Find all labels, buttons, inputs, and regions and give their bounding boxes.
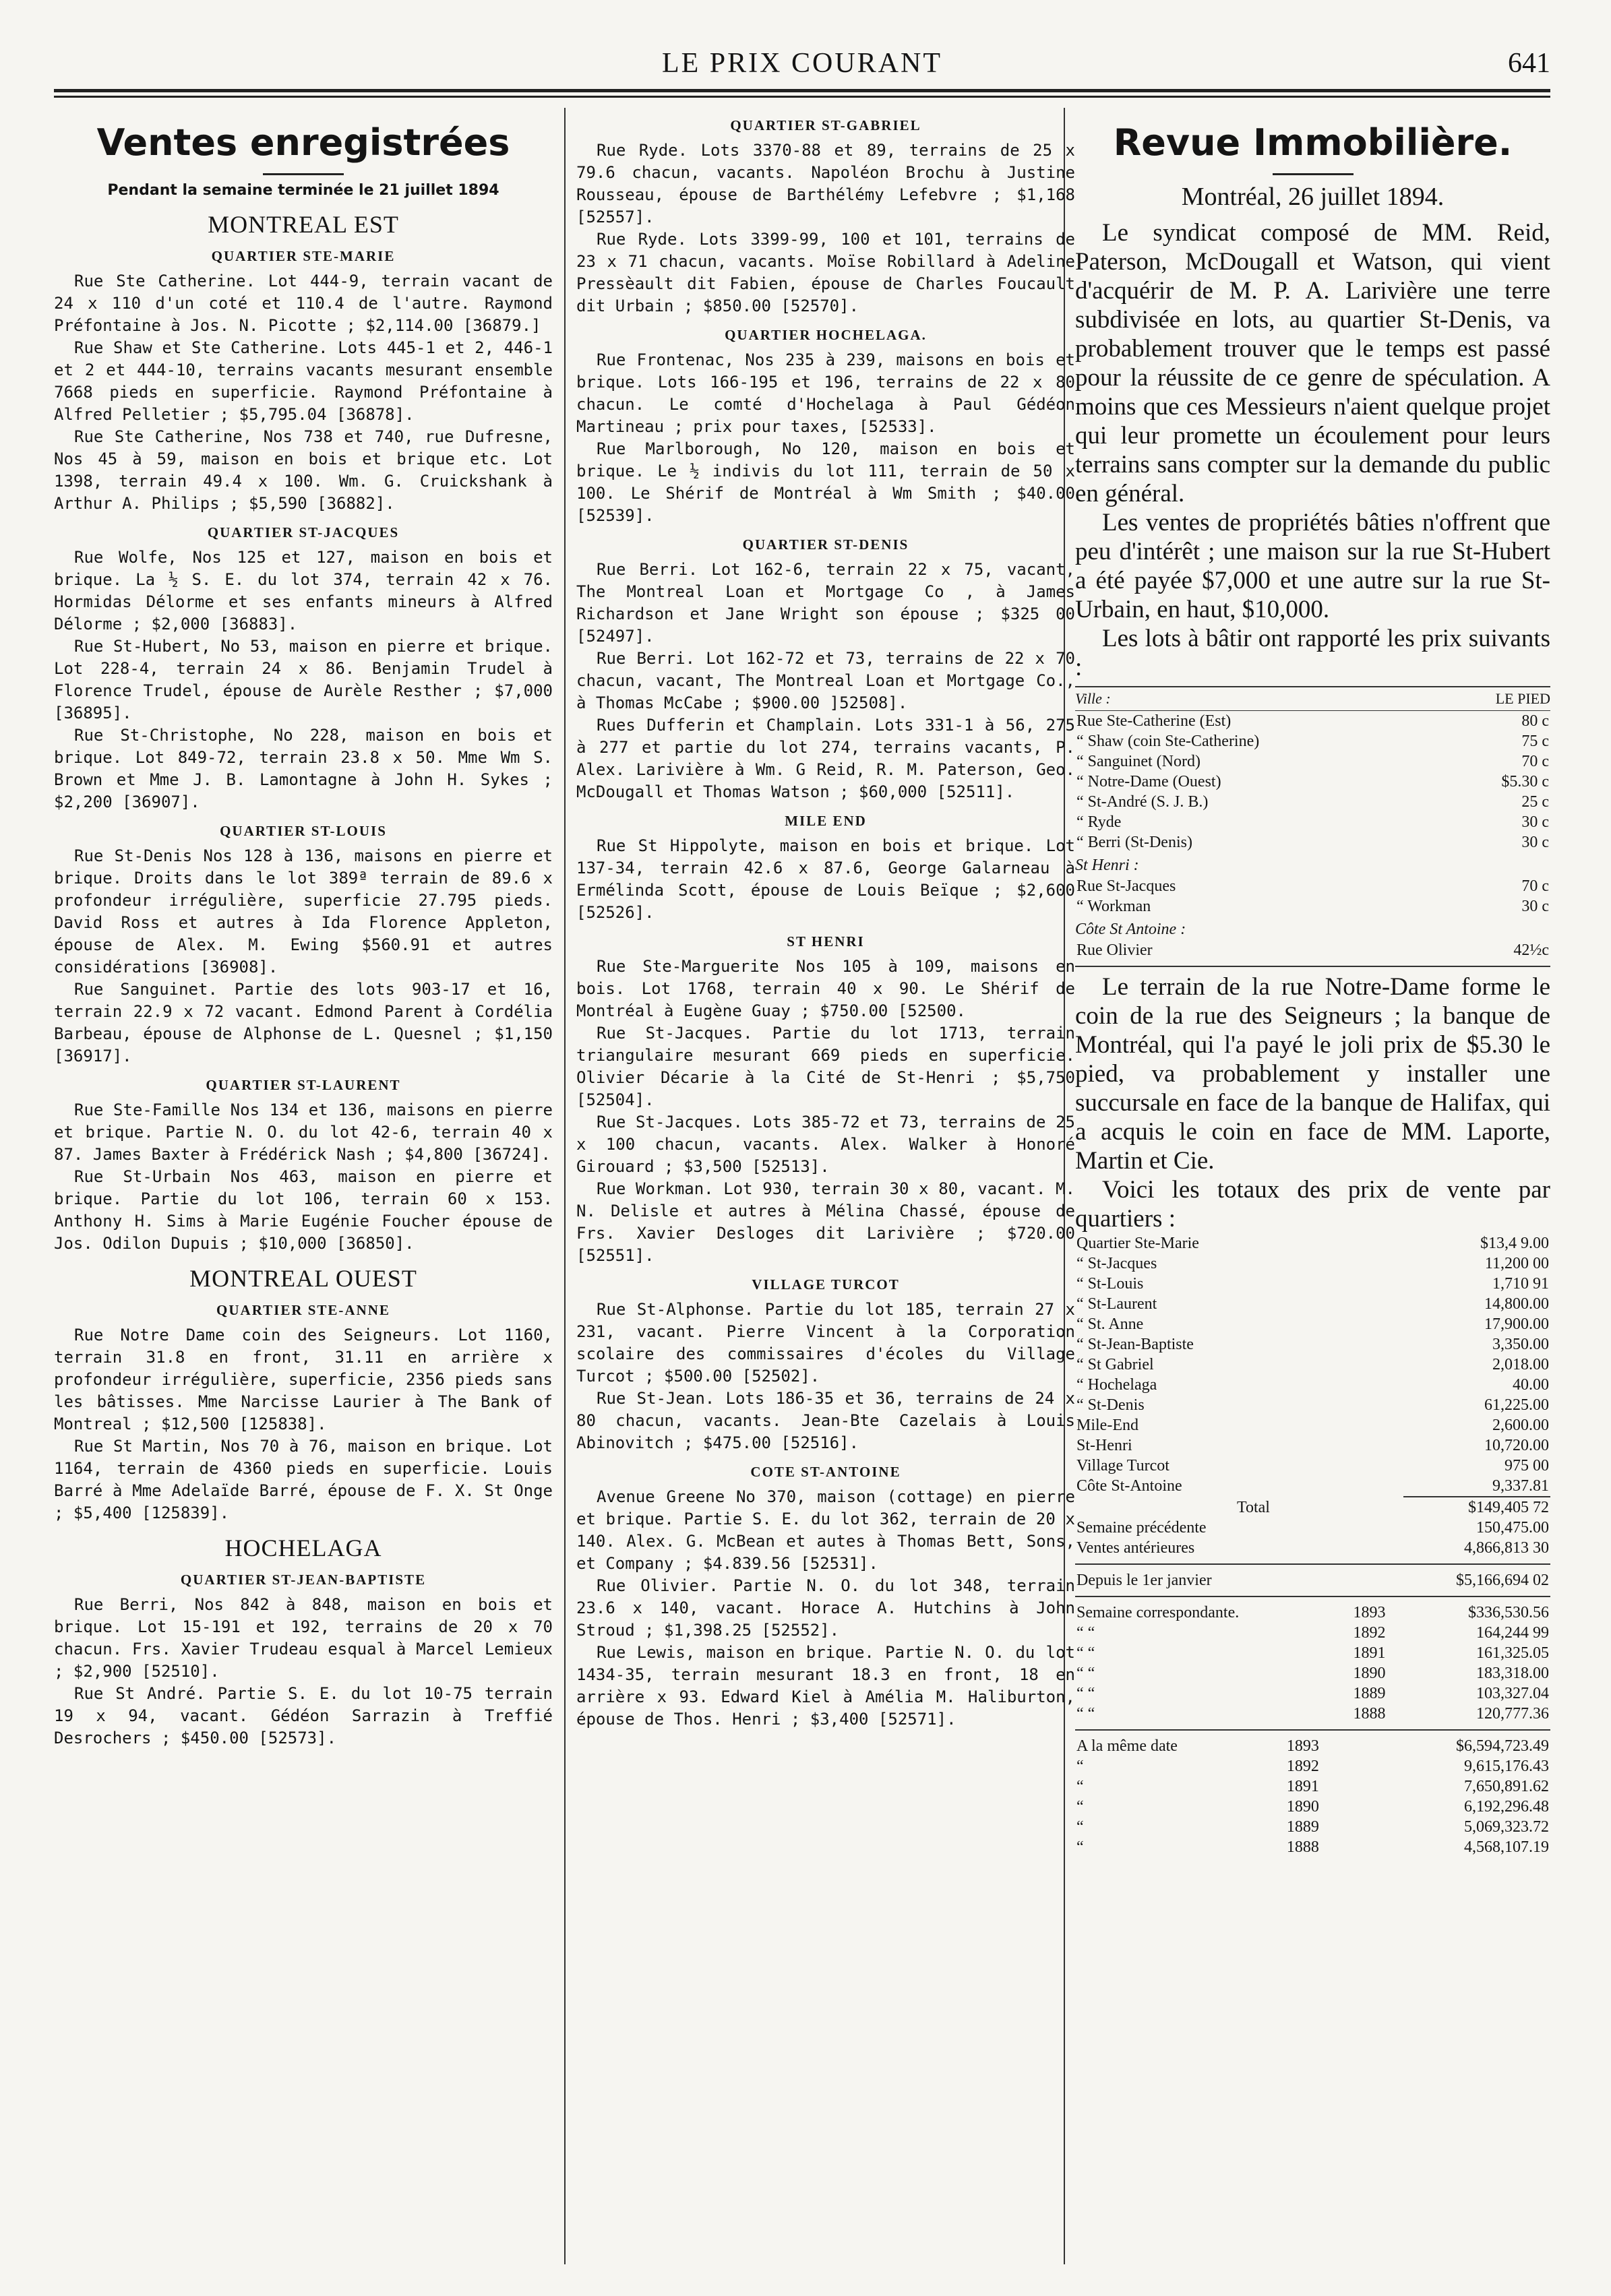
quartier-heading: ST HENRI — [787, 933, 865, 950]
title-rule — [263, 173, 344, 175]
row-value: 161,325.05 — [1476, 1644, 1549, 1662]
lots-sthenri-label: St Henri : — [1075, 857, 1139, 874]
sale-entry: Rue Ste-Marguerite Nos 105 à 109, maisons en bois. Lot 1768, terrain 40 x 90. Le Shérif de Montréal à Eugène Guay ; $750.00 [52500. — [576, 957, 1075, 1020]
row-value: 30 c — [1521, 898, 1549, 915]
row-year: 1891 — [1286, 1778, 1319, 1795]
separator — [1075, 1563, 1550, 1565]
lots-cote-label: Côte St Antoine : — [1075, 921, 1186, 938]
row-label: “ Hochelaga — [1076, 1376, 1157, 1394]
row-value: 2,018.00 — [1492, 1356, 1549, 1373]
sale-entry: Rue Olivier. Partie N. O. du lot 348, terrain 23.6 x 140, vacant. Horace A. Hutchins à John Stroud ; $1,398.25 [52552]. — [576, 1576, 1075, 1640]
table-row — [1075, 1253, 1550, 1274]
row-label: St-Henri — [1076, 1437, 1132, 1454]
quartier-heading: QUARTIER ST-LOUIS — [220, 823, 387, 839]
row-year: 1890 — [1353, 1665, 1386, 1682]
quartier-heading: QUARTIER HOCHELAGA. — [725, 327, 927, 343]
row-label: A la même date — [1076, 1737, 1178, 1755]
row-label: “ St Gabriel — [1076, 1356, 1154, 1373]
row-value: 80 c — [1521, 712, 1549, 730]
sale-entry: Rue Berri. Lot 162-6, terrain 22 x 75, vacant, The Montreal Loan et Mortgage Co , à James Richardson et Jane Wright son épouse ; $325 00 [52497]. — [576, 560, 1075, 646]
quartier-heading: QUARTIER ST-LAURENT — [206, 1077, 401, 1093]
table-row — [1075, 940, 1550, 960]
row-value: 11,200 00 — [1484, 1255, 1549, 1272]
row-value: 7,650,891.62 — [1464, 1778, 1549, 1795]
row-value: 30 c — [1521, 834, 1549, 851]
revue-title: Revue Immobilière. — [1113, 121, 1513, 164]
row-year: 1889 — [1286, 1818, 1319, 1836]
summary-row — [1075, 1518, 1550, 1538]
depuis-table — [1075, 1570, 1550, 1590]
table-row — [1075, 1837, 1550, 1857]
row-value: 975 00 — [1504, 1457, 1549, 1475]
sale-entry: Rues Dufferin et Champlain. Lots 331-1 à 56, 275 à 277 et partie du lot 274, terrains vacants, P. Alex. Larivière à Wm. G Reid, R. M. Paterson, Geo. McDougall et Thomas Watson ; $60,000 [52511]. — [576, 716, 1075, 801]
quartier-heading: COTE ST-ANTOINE — [750, 1464, 901, 1480]
sale-entry: Rue Sanguinet. Partie des lots 903-17 et 16, terrain 22.9 x 72 vacant. Edmond Parent à Cordélia Barbeau, épouse de Alphonse de L. Quesnel ; $1,150 [36917]. — [54, 980, 553, 1065]
sale-entry: Rue Ryde. Lots 3399-99, 100 et 101, terrains de 23 x 71 chacun, vacants. Moïse Robillard à Adeline Pressèault dit Fabien, épouse de Charles Foucault dit Urbain ; $850.00 [52570]. — [576, 230, 1075, 315]
row-value: 2,600.00 — [1492, 1417, 1549, 1434]
summary-value: 150,475.00 — [1476, 1519, 1549, 1537]
row-year: 1888 — [1286, 1838, 1319, 1856]
row-label: “ “ — [1076, 1705, 1095, 1723]
row-value: 164,244 99 — [1476, 1624, 1549, 1642]
table-row — [1075, 1375, 1550, 1395]
table-row — [1075, 731, 1550, 751]
row-value: 4,568,107.19 — [1464, 1838, 1549, 1856]
corresp-table — [1075, 1603, 1550, 1724]
row-label: “ St-Laurent — [1076, 1295, 1157, 1313]
row-value: $5.30 c — [1501, 773, 1549, 790]
summary-table — [1075, 1496, 1550, 1558]
revue-paragraph: Voici les totaux des prix de vente par quartiers : — [1075, 1176, 1550, 1233]
row-value: 42½c — [1513, 941, 1549, 959]
row-value: 17,900.00 — [1484, 1315, 1549, 1333]
sale-entry: Rue Workman. Lot 930, terrain 30 x 80, vacant. M. N. Delisle et autres à Mélina Chassé, épouse de Frs. Xavier Desloges dit Larivière ; $720.00 [52551]. — [576, 1179, 1075, 1265]
table-row — [1075, 751, 1550, 772]
row-label: “ St. Anne — [1076, 1315, 1144, 1333]
sale-entry: Rue Wolfe, Nos 125 et 127, maison en bois et brique. La ½ S. E. du lot 374, terrain 42 x 76. Hormidas Délorme et ses enfants mineurs à Alfred Délorme ; $2,000 [36883]. — [54, 548, 553, 633]
row-label: “ St-Louis — [1076, 1275, 1144, 1293]
sale-entry: Rue Shaw et Ste Catherine. Lots 445-1 et 2, 446-1 et 2 et 444-10, terrains vacants mesurant ensemble 7668 pieds en superficie. Raymond Préfontaine à Alfred Pelletier ; $5,795.04 [36878]. — [54, 338, 553, 424]
depuis-row — [1075, 1570, 1550, 1590]
table-row — [1075, 792, 1550, 812]
row-label: Mile-End — [1076, 1417, 1138, 1434]
revue-paragraph: Le syndicat composé de MM. Reid, Paterson, McDougall et Watson, qui vient d'acquérir de M. P. A. Larivière une terre subdivisée en lots, au quartier St-Denis, va probablement trouver que le temps est passé pour la réussite de ce genre de spéculation. A moins que ces Messieurs n'aient quelque projet qui leur promette un écoulement pour leurs terrains sans compter sur la demande du public en général. — [1075, 219, 1550, 507]
row-label: “ — [1076, 1818, 1084, 1836]
table-row — [1075, 1623, 1550, 1643]
revue-paragraph: Le terrain de la rue Notre-Dame forme le coin de la rue des Seigneurs ; la banque de Montréal, qui l'a payé le joli prix de $5.30 le pied, va probablement y installer une succursale en face de la banque de Halifax, qui a acquis le coin en face de MM. Laporte, Martin et Cie. — [1075, 973, 1550, 1175]
row-year: 1893 — [1353, 1604, 1386, 1621]
row-label: Rue Ste-Catherine (Est) — [1076, 712, 1232, 730]
column-middle — [576, 108, 1075, 2264]
row-label: “ St-Jacques — [1076, 1255, 1157, 1272]
sale-entry: Rue St André. Partie S. E. du lot 10-75 terrain 19 x 94, vacant. Gédéon Sarrazin à Treffié Desrochers ; $450.00 [52573]. — [54, 1684, 553, 1747]
sale-entry: Rue Ste Catherine, Nos 738 et 740, rue Dufresne, Nos 45 à 59, maison en bois et brique etc. Lot 1398, terrain 49.4 x 100. Wm. G. Cruickshank à Arthur A. Philips ; $5,590 [36882]. — [54, 427, 553, 513]
row-label: “ Ryde — [1076, 813, 1122, 831]
sale-entry: Rue Marlborough, No 120, maison en bois et brique. Le ½ indivis du lot 111, terrain de 50 x 100. Le Shérif de Montréal à Wm Smith ; $40.00 [52539]. — [576, 439, 1075, 525]
table-row — [1075, 1817, 1550, 1837]
sale-entry: Rue St-Urbain Nos 463, maison en pierre et brique. Partie du lot 106, terrain 60 x 153. Anthony H. Sims à Marie Eugénie Foucher épouse de Jos. Odilon Dupuis ; $10,000 [36850]. — [54, 1167, 553, 1253]
total-row — [1075, 1497, 1550, 1518]
row-label: Rue St-Jacques — [1076, 877, 1176, 895]
table-row — [1075, 711, 1550, 731]
ventes-title: Ventes enregistrées — [96, 121, 510, 164]
sale-entry: Rue Ryde. Lots 3370-88 et 89, terrains de 25 x 79.6 chacun, vacants. Napoléon Brochu à Justine Rousseau, épouse de Barthélémy Lefebvre ; $1,168 [52557]. — [576, 141, 1075, 226]
row-label: Village Turcot — [1076, 1457, 1169, 1475]
header-rule-thin — [54, 96, 1550, 98]
table-row — [1075, 1415, 1550, 1435]
lots-sthenri-table — [1075, 876, 1550, 917]
region-heading: MONTREAL EST — [208, 211, 399, 238]
row-value: 30 c — [1521, 813, 1549, 831]
table-row — [1075, 1294, 1550, 1314]
sale-entry: Rue St-Jacques. Partie du lot 1713, terrain triangulaire mesurant 669 pieds en superficie. Olivier Décarie à la Cité de St-Henri ; $5,750 [52504]. — [576, 1024, 1075, 1109]
revue-title-rule — [1273, 173, 1354, 175]
row-year: 1892 — [1286, 1758, 1319, 1775]
column-divider-1 — [564, 108, 566, 2264]
sale-entry: Rue St-Christophe, No 228, maison en bois et brique. Lot 849-72, terrain 23.8 x 50. Mme Wm S. Brown et Mme J. B. Lamontagne à John H. Sykes ; $2,200 [36907]. — [54, 726, 553, 811]
row-label: “ — [1076, 1798, 1084, 1816]
row-label: “ Berri (St-Denis) — [1076, 834, 1192, 851]
quartiers-table — [1075, 1233, 1550, 1496]
row-year: 1889 — [1353, 1685, 1386, 1702]
column-left — [54, 108, 553, 2264]
memedate-table — [1075, 1736, 1550, 1857]
table-row — [1075, 1334, 1550, 1355]
quartier-heading: QUARTIER STE-ANNE — [216, 1302, 390, 1318]
row-value: $13,4 9.00 — [1480, 1235, 1549, 1252]
row-year: 1891 — [1353, 1644, 1386, 1662]
quartier-heading: QUARTIER STE-MARIE — [211, 248, 396, 264]
row-value: 3,350.00 — [1492, 1336, 1549, 1353]
page-header — [54, 27, 1550, 94]
row-year: 1893 — [1286, 1737, 1319, 1755]
row-year: 1892 — [1353, 1624, 1386, 1642]
row-year: 1890 — [1286, 1798, 1319, 1816]
quartier-heading: QUARTIER ST-DENIS — [742, 536, 909, 553]
lots-ville-table — [1075, 711, 1550, 852]
quartier-heading: VILLAGE TURCOT — [752, 1276, 900, 1293]
table-row — [1075, 896, 1550, 917]
sale-entry: Rue Ste-Famille Nos 134 et 136, maisons en pierre et brique. Partie N. O. du lot 42-6, terrain 40 x 87. James Baxter à Frédérick Nash ; $4,800 [36724]. — [54, 1100, 553, 1164]
sale-entry: Rue Berri. Lot 162-72 et 73, terrains de 22 x 70 chacun, vacant, The Montreal Loan et Mortgage Co., à Thomas McCabe ; $900.00 ]52508]. — [576, 649, 1075, 712]
row-label: “ “ — [1076, 1665, 1095, 1682]
table-row — [1075, 832, 1550, 852]
table-row — [1075, 772, 1550, 792]
quartier-heading: QUARTIER ST-JACQUES — [207, 524, 400, 540]
lots-header-pied: LE PIED — [1495, 690, 1550, 707]
sale-entry: Rue St-Jean. Lots 186-35 et 36, terrains de 24 x 80 chacun, vacants. Jean-Bte Cazelais à Louis Abinovitch ; $475.00 [52516]. — [576, 1389, 1075, 1452]
depuis-value: $5,166,694 02 — [1456, 1572, 1549, 1589]
row-value: 120,777.36 — [1476, 1705, 1549, 1723]
table-row — [1075, 1355, 1550, 1375]
row-value: 183,318.00 — [1476, 1665, 1549, 1682]
row-value: 103,327.04 — [1476, 1685, 1549, 1702]
row-value: 9,337.81 — [1492, 1477, 1549, 1495]
sale-entry: Rue St Martin, Nos 70 à 76, maison en brique. Lot 1164, terrain de 4360 pieds en superficie. Louis Barré à Mme Adelaïde Barré, épouse de F. X. St Onge ; $5,400 [125839]. — [54, 1437, 553, 1522]
separator — [1075, 1729, 1550, 1731]
sale-entry: Avenue Greene No 370, maison (cottage) en pierre et brique. Partie S. E. du lot 362, terrain de 20 x 140. Alex. G. McBean et autes à Thomas Bett, Sons, et Company ; $4.839.56 [52531]. — [576, 1487, 1075, 1573]
revue-paragraph: Les lots à bâtir ont rapporté les prix suivants : — [1075, 625, 1550, 681]
summary-row — [1075, 1538, 1550, 1558]
table-row — [1075, 1776, 1550, 1797]
quartier-heading: QUARTIER ST-JEAN-BAPTISTE — [180, 1572, 427, 1588]
row-value: 1,710 91 — [1492, 1275, 1549, 1293]
sale-entry: Rue St-Denis Nos 128 à 136, maisons en pierre et brique. Droits dans le lot 389ª terrain de 89.6 x profondeur irrégulière, superficie 27.795 pieds. David Ross et autres à Ida Florence Appleton, épouse de Alex. M. Ewing $560.91 et autres considérations [36908]. — [54, 846, 553, 976]
row-value: 70 c — [1521, 753, 1549, 770]
quartier-heading: MILE END — [785, 813, 867, 829]
sale-entry: Rue Lewis, maison en brique. Partie N. O. du lot 1434-35, terrain mesurant 18.3 en front, 18 en arrière x 93. Edward Kiel à Amélia M. Haliburton, épouse de Thos. Henri ; $3,400 [52571]. — [576, 1643, 1075, 1729]
table-row — [1075, 1603, 1550, 1623]
row-value: 75 c — [1521, 733, 1549, 750]
sale-entry: Rue St-Hubert, No 53, maison en pierre et brique. Lot 228-4, terrain 24 x 86. Benjamin Trudel à Florence Trudel, épouse de Aurèle Resther ; $7,000 [36895]. — [54, 637, 553, 722]
ventes-period: Pendant la semaine terminée le 21 juillet 1894 — [107, 182, 499, 199]
table-row — [1075, 812, 1550, 832]
table-row — [1075, 1395, 1550, 1415]
row-value: 14,800.00 — [1484, 1295, 1549, 1313]
row-label: Rue Olivier — [1076, 941, 1153, 959]
region-heading: MONTREAL OUEST — [189, 1265, 417, 1292]
row-value: $336,530.56 — [1468, 1604, 1549, 1621]
row-value: 9,615,176.43 — [1464, 1758, 1549, 1775]
row-label: “ “ — [1076, 1624, 1095, 1642]
table-row — [1075, 1314, 1550, 1334]
row-label: “ Workman — [1076, 898, 1151, 915]
table-row — [1075, 1274, 1550, 1294]
separator — [1075, 966, 1550, 967]
row-label: “ St-André (S. J. B.) — [1076, 793, 1209, 811]
row-year: 1888 — [1353, 1705, 1386, 1723]
table-row — [1075, 1756, 1550, 1776]
table-row — [1075, 1456, 1550, 1476]
row-label: “ Notre-Dame (Ouest) — [1076, 773, 1221, 790]
row-value: 70 c — [1521, 877, 1549, 895]
sale-entry: Rue St-Alphonse. Partie du lot 185, terrain 27 x 231, vacant. Pierre Vincent à la Corporation scolaire des commissaires d'écoles du Village Turcot ; $500.00 [52502]. — [576, 1300, 1075, 1386]
summary-value: 4,866,813 30 — [1464, 1539, 1549, 1557]
table-row — [1075, 876, 1550, 896]
row-value: 61,225.00 — [1484, 1396, 1549, 1414]
sale-entry: Rue Berri, Nos 842 à 848, maison en bois et brique. Lot 15-191 et 192, terrains de 20 x 70 chacun. Frs. Xavier Trudeau esqual à Marcel Lemieux ; $2,900 [52510]. — [54, 1595, 553, 1681]
separator — [1075, 1596, 1550, 1597]
summary-label: Semaine précédente — [1076, 1519, 1207, 1537]
row-value: 10,720.00 — [1484, 1437, 1549, 1454]
table-row — [1075, 1663, 1550, 1683]
lots-header-ville: Ville : — [1075, 690, 1111, 707]
table-row — [1075, 1683, 1550, 1704]
row-value: 6,192,296.48 — [1464, 1798, 1549, 1816]
row-label: “ — [1076, 1758, 1084, 1775]
revue-dateline: Montréal, 26 juillet 1894. — [1181, 183, 1445, 211]
table-row — [1075, 1643, 1550, 1663]
summary-label: Ventes antérieures — [1076, 1539, 1195, 1557]
row-value: 25 c — [1521, 793, 1549, 811]
row-label: “ St-Denis — [1076, 1396, 1145, 1414]
column-right — [1075, 108, 1550, 2264]
table-row — [1075, 1476, 1550, 1496]
total-value: $149,405 72 — [1403, 1497, 1550, 1518]
lots-table-header — [1075, 686, 1550, 711]
row-label: “ “ — [1076, 1685, 1095, 1702]
row-label: Quartier Ste-Marie — [1076, 1235, 1199, 1252]
total-label: Total — [1237, 1498, 1270, 1516]
sale-entry: Rue Frontenac, Nos 235 à 239, maisons en bois et brique. Lots 166-195 et 196, terrains de 22 x 80 chacun. Le comté d'Hochelaga à Paul Gédéon Martineau ; prix pour taxes, [52533]. — [576, 350, 1075, 436]
row-label: “ Sanguinet (Nord) — [1076, 753, 1200, 770]
depuis-label: Depuis le 1er janvier — [1076, 1572, 1212, 1589]
page-number: 641 — [1508, 48, 1550, 79]
row-label: “ “ — [1076, 1644, 1095, 1662]
table-row — [1075, 1435, 1550, 1456]
row-value: 5,069,323.72 — [1464, 1818, 1549, 1836]
region-heading: HOCHELAGA — [224, 1534, 382, 1561]
sale-entry: Rue St Hippolyte, maison en bois et brique. Lot 137-34, terrain 42.6 x 87.6, George Galarneau à Ermélinda Scott, épouse de Louis Beïque ; $2,600 [52526]. — [576, 836, 1075, 922]
row-label: “ — [1076, 1838, 1084, 1856]
table-row — [1075, 1704, 1550, 1724]
sale-entry: Rue St-Jacques. Lots 385-72 et 73, terrains de 25 x 100 chacun, vacants. Alex. Walker à Honoré Girouard ; $3,500 [52513]. — [576, 1113, 1075, 1176]
header-rule — [54, 89, 1550, 92]
sale-entry: Rue Ste Catherine. Lot 444-9, terrain vacant de 24 x 110 d'un coté et 110.4 de l'autre. Raymond Préfontaine à Jos. N. Picotte ; $2,114.00 [36879.] — [54, 272, 553, 335]
row-value: $6,594,723.49 — [1456, 1737, 1549, 1755]
row-label: “ Shaw (coin Ste-Catherine) — [1076, 733, 1260, 750]
lots-cote-table — [1075, 940, 1550, 960]
table-row — [1075, 1736, 1550, 1756]
row-label: Côte St-Antoine — [1076, 1477, 1182, 1495]
sale-entry: Rue Notre Dame coin des Seigneurs. Lot 1160, terrain 31.8 en front, 31.11 en arrière x profondeur irrégulière, superficie, 2356 pieds sans les bâtisses. Mme Narcisse Laurier à The Bank of Montreal ; $12,500 [125838]. — [54, 1326, 553, 1433]
revue-paragraph: Les ventes de propriétés bâties n'offrent que peu d'intérêt ; une maison sur la rue St-Hubert a été payée $7,000 et une autre sur la rue St-Urbain, en haut, $10,000. — [1075, 509, 1550, 623]
running-title: LE PRIX COURANT — [661, 48, 942, 79]
table-row — [1075, 1233, 1550, 1253]
row-label: “ St-Jean-Baptiste — [1076, 1336, 1194, 1353]
quartier-heading: QUARTIER ST-GABRIEL — [730, 117, 921, 133]
row-label: Semaine correspondante. — [1076, 1604, 1240, 1621]
table-row — [1075, 1797, 1550, 1817]
row-value: 40.00 — [1513, 1376, 1549, 1394]
row-label: “ — [1076, 1778, 1084, 1795]
